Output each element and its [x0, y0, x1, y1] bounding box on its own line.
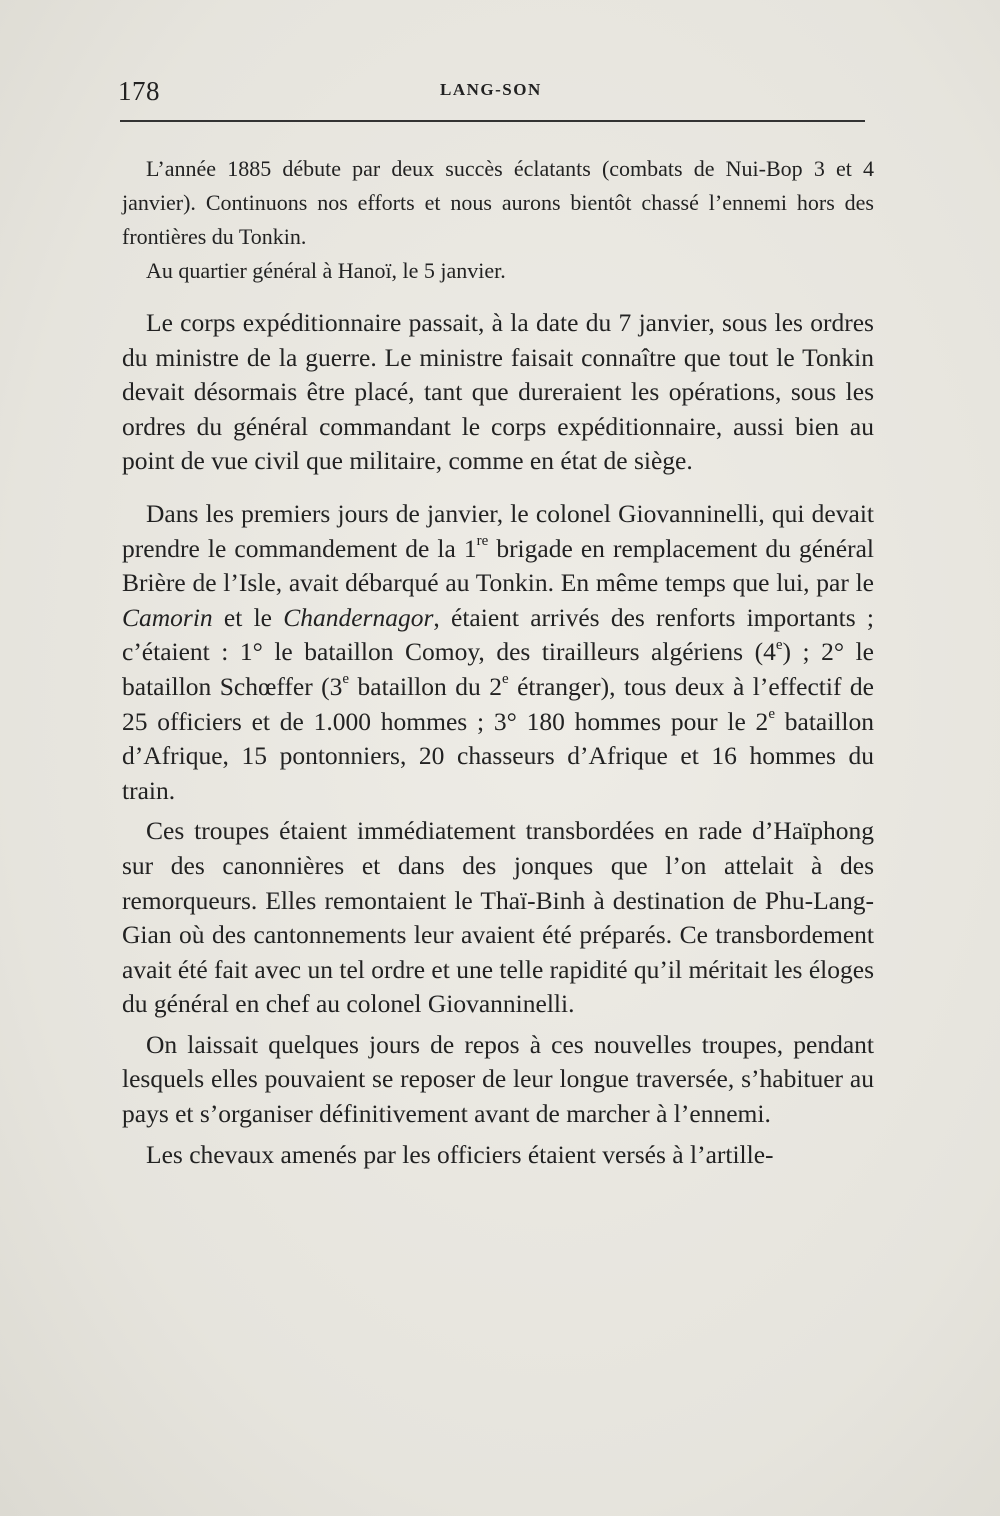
paragraph-3: Ces troupes étaient immédiatement transbordées en rade d’Haïphong sur des canonnières et dans des jonques que l’on attelait à des remorqueurs. Elles remontaient le Thaï-Binh à destination de Phu-Lang-Gian où des cantonnements leur avaient été préparés. Ce transbordement avait été fait avec un tel ordre et une telle rapidité qu’il méritait les éloges du général en chef au colonel Giovanninelli.: [122, 816, 874, 1019]
ship-name-camorin: Camorin: [122, 602, 213, 632]
quote-signature: Au quartier général à Hanoï, le 5 janvier.: [146, 258, 506, 283]
quoted-order: [122, 152, 874, 288]
header-rule: [120, 120, 865, 122]
ship-name-chandernagor: Chandernagor: [283, 602, 434, 632]
paragraph-2: Dans les premiers jours de janvier, le colonel Giovanninelli, qui devait prendre le commandement de la 1re brigade en remplacement du général Brière de l’Isle, avait débarqué au Tonkin. En même temps que lui, par le Camorin et le Chandernagor, étaient arrivés des renforts importants ; c’étaient : 1° le bataillon Comoy, des tirailleurs algériens (4e) ; 2° le bataillon Schœffer (3e bataillon du 2e étranger), tous deux à l’effectif de 25 officiers et de 1.000 hommes ; 3° 180 hommes pour le 2e bataillon d’Afrique, 15 pontonniers, 20 chasseurs d’Afrique et 16 hommes du train.: [122, 498, 874, 805]
running-head: LANG-SON: [440, 80, 542, 99]
paragraph-5: Les chevaux amenés par les officiers étaient versés à l’artille-: [146, 1139, 774, 1169]
paragraph-4: On laissait quelques jours de repos à ces nouvelles troupes, pendant lesquels elles pouvaient se reposer de leur longue traversée, s’habituer au pays et s’organiser définitivement avant de marcher à l’ennemi.: [122, 1029, 874, 1129]
page-body: [122, 152, 874, 1172]
page-number: 178: [118, 76, 160, 106]
page-header: [118, 76, 866, 106]
paragraph-1: Le corps expéditionnaire passait, à la date du 7 janvier, sous les ordres du ministre de la guerre. Le ministre faisait connaître que tout le Tonkin devait désormais être placé, tant que dureraient les opérations, sous les ordres du général commandant le corps expéditionnaire, aussi bien au point de vue civil que militaire, comme en état de siège.: [122, 308, 874, 476]
quote-text: L’année 1885 débute par deux succès éclatants (combats de Nui-Bop 3 et 4 janvier). Continuons nos efforts et nous aurons bientôt chassé l’ennemi hors des frontières du Tonkin.: [122, 156, 874, 249]
